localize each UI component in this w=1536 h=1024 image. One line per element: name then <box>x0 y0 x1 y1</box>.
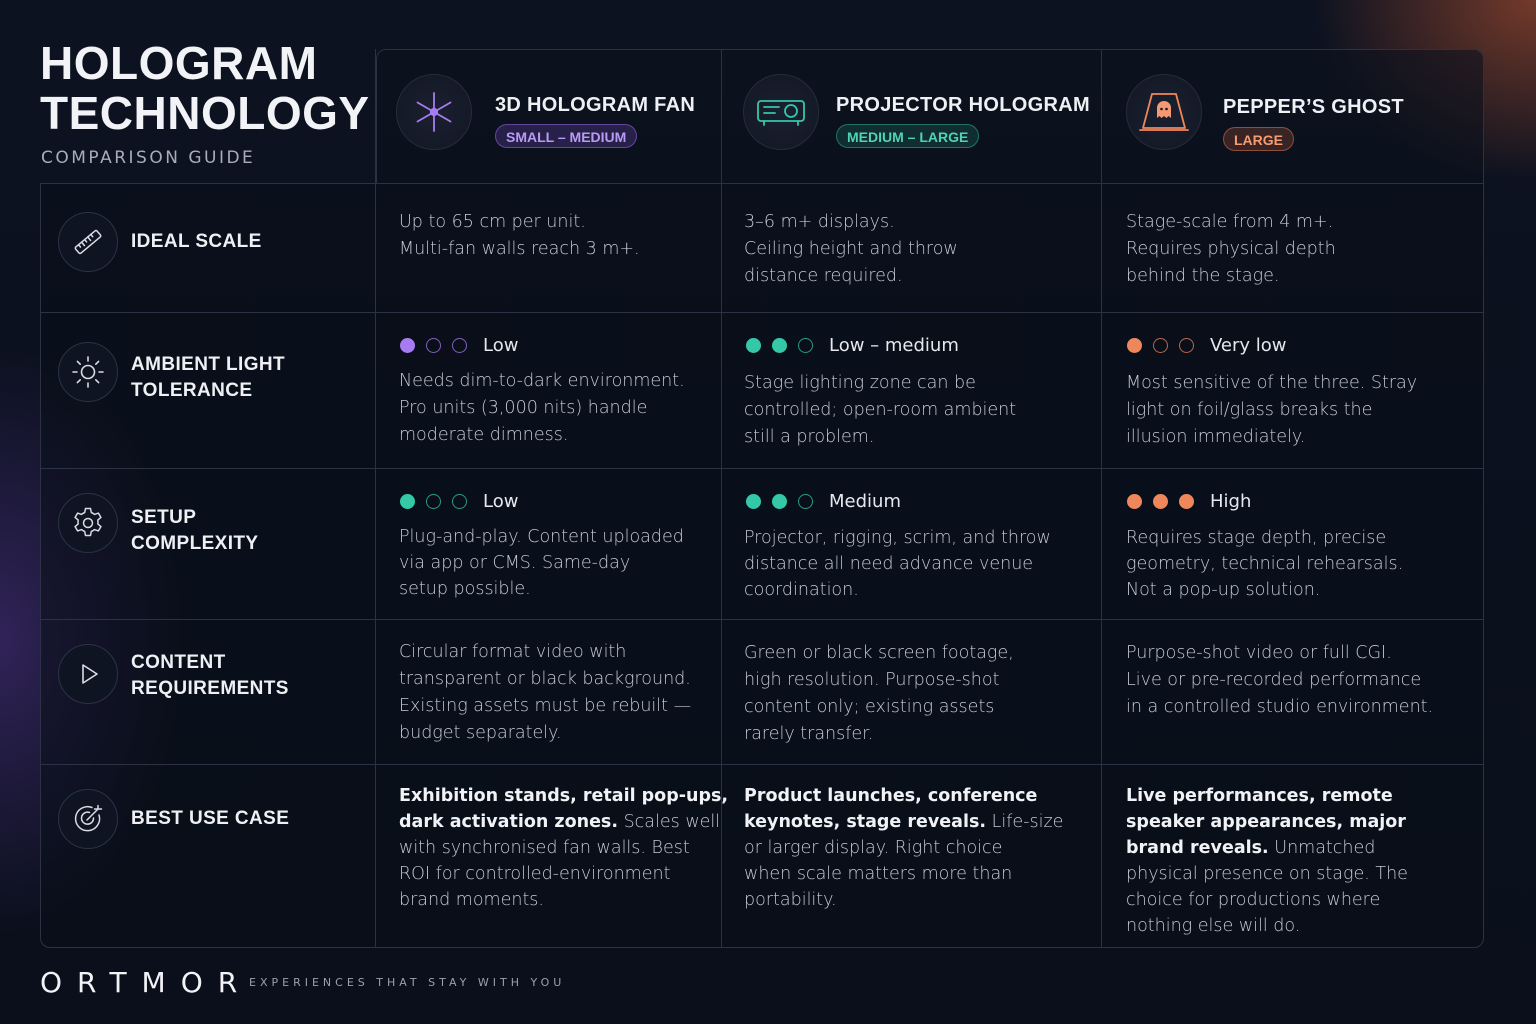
rating-dot <box>746 338 761 353</box>
cell-line: Pro units (3,000 nits) handle <box>399 398 648 418</box>
projector-icon <box>743 74 819 150</box>
row-label-text: BEST USE CASE <box>131 808 290 829</box>
cell-line: Needs dim-to-dark environment. <box>399 371 685 391</box>
cell-line: geometry, technical rehearsals. <box>1126 554 1404 574</box>
rating-fan-setup <box>400 491 518 511</box>
title-line-2: TECHNOLOGY <box>40 87 370 139</box>
rating-label: High <box>1210 490 1252 512</box>
cell-line: Up to 65 cm per unit. <box>399 212 586 232</box>
scale-badge: SMALL – MEDIUM <box>495 124 637 148</box>
bold-text: keynotes, stage reveals. <box>744 812 987 832</box>
bold-text: Live performances, remote <box>1126 786 1393 806</box>
cell-line: choice for productions where <box>1126 890 1381 910</box>
cell-line: Stage-scale from 4 m+. <box>1126 212 1334 232</box>
rating-ghost-ambient <box>1127 335 1287 355</box>
cell-line: Stage lighting zone can be <box>744 373 976 393</box>
page-subtitle: COMPARISON GUIDE <box>41 148 256 168</box>
cell-projector-setup <box>744 525 1051 603</box>
cell-line: nothing else will do. <box>1126 916 1301 936</box>
bold-text: dark activation zones. <box>399 812 618 832</box>
cell-line <box>1126 809 1408 835</box>
row-label-text <box>131 352 285 404</box>
cell-fan-best-use <box>399 783 728 913</box>
rating-label: Low <box>483 334 519 356</box>
rating-dot <box>1127 494 1142 509</box>
rating-dot <box>400 338 415 353</box>
cell-line <box>1126 835 1408 861</box>
rating-projector-ambient <box>746 335 959 355</box>
scale-badge: LARGE <box>1223 127 1294 151</box>
cell-line: Live or pre-recorded performance <box>1126 670 1422 690</box>
target-icon <box>58 789 118 849</box>
cell-line: Projector, rigging, scrim, and throw <box>744 528 1051 548</box>
rating-dot <box>772 338 787 353</box>
cell-line: rarely transfer. <box>744 724 874 744</box>
row-label-line: REQUIREMENTS <box>131 678 289 699</box>
col-divider-3 <box>1101 49 1102 948</box>
rating-dot <box>746 494 761 509</box>
cell-line: transparent or black background. <box>399 669 691 689</box>
ruler-icon <box>58 212 118 272</box>
column-name: 3D HOLOGRAM FAN <box>495 94 696 116</box>
cell-fan-setup <box>399 524 684 602</box>
rating-dot <box>1153 338 1168 353</box>
rating-fan-ambient <box>400 335 518 355</box>
rating-dot <box>772 494 787 509</box>
row-label-line: AMBIENT LIGHT <box>131 354 286 375</box>
row-label-line: SETUP <box>131 507 197 528</box>
rating-dot <box>1153 494 1168 509</box>
rating-dot <box>1127 338 1142 353</box>
col-divider-1 <box>375 49 376 948</box>
cell-line <box>399 809 728 835</box>
row-divider-2 <box>40 468 1484 469</box>
cell-line: light on foil/glass breaks the <box>1126 400 1373 420</box>
rating-dot <box>1179 338 1194 353</box>
cell-line: distance all need advance venue <box>744 554 1034 574</box>
row-label-line: TOLERANCE <box>131 380 253 401</box>
page-title <box>40 38 370 138</box>
cell-line: illusion immediately. <box>1126 427 1306 447</box>
brand-logo: ORTMOR <box>40 966 253 999</box>
cell-line: behind the stage. <box>1126 266 1280 286</box>
bold-text: Exhibition stands, retail pop-ups, <box>399 786 729 806</box>
cell-ghost-best-use <box>1126 783 1408 939</box>
cell-line: Ceiling height and throw <box>744 239 958 259</box>
rating-dot <box>426 494 441 509</box>
cell-line: or larger display. Right choice <box>744 838 1003 858</box>
cell-line: Existing assets must be rebuilt — <box>399 696 692 716</box>
cell-line: in a controlled studio environment. <box>1126 697 1434 717</box>
cell-ghost-ideal-scale <box>1126 209 1336 290</box>
rating-dot <box>452 494 467 509</box>
cell-line: Plug-and-play. Content uploaded <box>399 527 684 547</box>
scale-badge: MEDIUM – LARGE <box>836 124 979 148</box>
title-line-1: HOLOGRAM <box>40 37 318 89</box>
cell-projector-ideal-scale <box>744 209 958 290</box>
cell-line: setup possible. <box>399 579 531 599</box>
cell-projector-content <box>744 640 1014 748</box>
cell-ghost-setup <box>1126 525 1403 603</box>
rating-dot <box>452 338 467 353</box>
cell-fan-content <box>399 639 691 747</box>
cell-line: brand moments. <box>399 890 544 910</box>
cell-line: portability. <box>744 890 837 910</box>
bold-text: speaker appearances, major <box>1126 812 1406 832</box>
cell-line: Most sensitive of the three. Stray <box>1126 373 1418 393</box>
cell-line: Purpose-shot video or full CGI. <box>1126 643 1392 663</box>
row-divider-3 <box>40 619 1484 620</box>
fan-icon <box>396 74 472 150</box>
cell-line: Not a pop-up solution. <box>1126 580 1321 600</box>
column-header-peppers-ghost <box>1126 74 1466 158</box>
cell-line: high resolution. Purpose-shot <box>744 670 1000 690</box>
cell-line <box>399 783 728 809</box>
cell-line: physical presence on stage. The <box>1126 864 1408 884</box>
row-divider-4 <box>40 764 1484 765</box>
cell-text: Life-size <box>986 812 1064 832</box>
cell-line: ROI for controlled-environment <box>399 864 671 884</box>
rating-projector-setup <box>746 491 901 511</box>
row-label-text <box>131 650 289 702</box>
cell-fan-ideal-scale <box>399 209 640 263</box>
cell-ghost-content <box>1126 640 1433 721</box>
cell-line: still a problem. <box>744 427 875 447</box>
gear-icon <box>58 493 118 553</box>
cell-line <box>1126 783 1408 809</box>
cell-line: moderate dimness. <box>399 425 569 445</box>
cell-line: coordination. <box>744 580 859 600</box>
play-icon <box>58 644 118 704</box>
row-divider-1 <box>40 312 1484 313</box>
bold-text: brand reveals. <box>1126 838 1269 858</box>
sun-icon <box>58 342 118 402</box>
rating-label: Low – medium <box>829 334 959 356</box>
cell-text: Scales well <box>618 812 721 832</box>
cell-line: Multi-fan walls reach 3 m+. <box>399 239 640 259</box>
cell-line: Requires physical depth <box>1126 239 1336 259</box>
cell-line <box>744 783 1063 809</box>
rating-ghost-setup <box>1127 491 1251 511</box>
ghost-icon <box>1126 74 1202 150</box>
cell-line: budget separately. <box>399 723 562 743</box>
row-label-line: CONTENT <box>131 652 226 673</box>
rating-label: Low <box>483 490 519 512</box>
rating-label: Medium <box>829 490 901 512</box>
rating-dot <box>798 494 813 509</box>
row-label-line: COMPLEXITY <box>131 533 259 554</box>
cell-line: via app or CMS. Same-day <box>399 553 631 573</box>
cell-line: 3–6 m+ displays. <box>744 212 895 232</box>
cell-ghost-ambient <box>1126 370 1417 451</box>
cell-line: when scale matters more than <box>744 864 1013 884</box>
row-label-text <box>131 505 259 557</box>
cell-line: with synchronised fan walls. Best <box>399 838 690 858</box>
column-name: PROJECTOR HOLOGRAM <box>836 94 1090 116</box>
cell-line: Green or black screen footage, <box>744 643 1014 663</box>
row-label-text: IDEAL SCALE <box>131 231 262 252</box>
brand-tagline: EXPERIENCES THAT STAY WITH YOU <box>249 976 566 989</box>
cell-text: Unmatched <box>1268 838 1376 858</box>
cell-fan-ambient <box>399 368 685 449</box>
cell-projector-ambient <box>744 370 1016 451</box>
rating-label: Very low <box>1210 334 1287 356</box>
column-header-fan <box>396 74 716 158</box>
cell-line: content only; existing assets <box>744 697 995 717</box>
column-header-projector <box>743 74 1093 158</box>
cell-line: controlled; open-room ambient <box>744 400 1017 420</box>
cell-line <box>744 809 1063 835</box>
bold-text: Product launches, conference <box>744 786 1038 806</box>
rating-dot <box>400 494 415 509</box>
rating-dot <box>1179 494 1194 509</box>
cell-line: Requires stage depth, precise <box>1126 528 1387 548</box>
cell-line: Circular format video with <box>399 642 627 662</box>
column-name: PEPPER’S GHOST <box>1223 96 1404 118</box>
cell-line: distance required. <box>744 266 903 286</box>
cell-projector-best-use <box>744 783 1063 913</box>
rating-dot <box>426 338 441 353</box>
rating-dot <box>798 338 813 353</box>
